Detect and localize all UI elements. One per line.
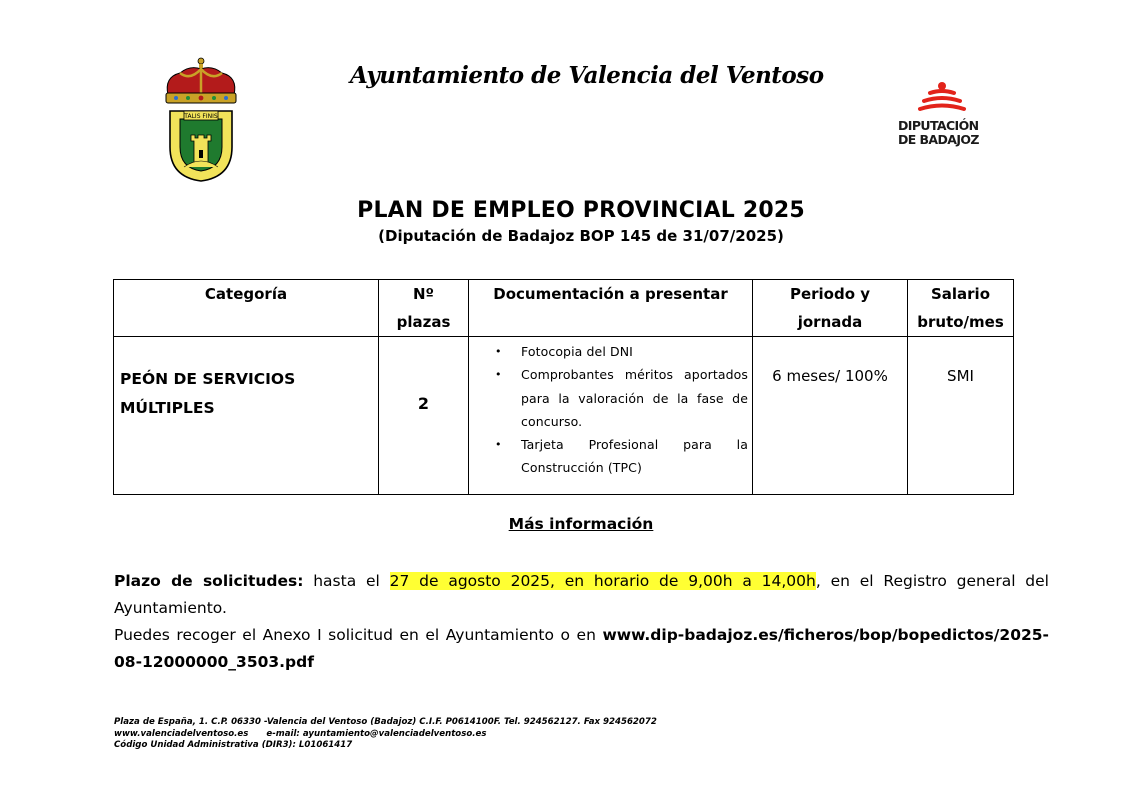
plan-subtitle: (Diputación de Badajoz BOP 145 de 31/07/2025) — [378, 227, 784, 245]
list-item: • Comprobantes méritos aportados para la valoración de la fase de concurso. — [521, 363, 748, 433]
anexo-paragraph — [114, 622, 1049, 676]
svg-text:TALIS FINIS: TALIS FINIS — [184, 113, 218, 120]
header-plazas-line1: Nº — [412, 285, 434, 303]
info-paragraph — [114, 568, 1049, 676]
anexo-text: Puedes recoger el Anexo I solicitud en el Ayuntamiento o en — [114, 626, 603, 644]
table-row — [114, 337, 1014, 495]
footer-address: Plaza de España, 1. C.P. 06330 -Valencia del Ventoso (Badajoz) C.I.F. P0614100F. Tel. 924562127. Fax 924562072 — [114, 717, 657, 727]
job-offer-table — [113, 279, 1014, 495]
header-periodo-line1: Periodo y — [789, 285, 871, 303]
header-periodo-line2: jornada — [797, 313, 863, 331]
plazo-post: , en el Registro general del Ayuntamiento. — [114, 572, 1049, 617]
footer-web-link[interactable]: www.valenciadelventoso.es — [114, 728, 249, 739]
cell-periodo: 6 meses/ 100% — [753, 337, 908, 495]
header-plazas-line2: plazas — [396, 313, 451, 331]
diputacion-line2: DE BADAJOZ — [898, 132, 979, 147]
cell-salario: SMI — [908, 337, 1014, 495]
header-categoria-text: Categoría — [204, 285, 288, 303]
table-header-row — [114, 280, 1014, 337]
cell-categoria — [114, 337, 379, 495]
plazo-highlight: 27 de agosto 2025, en horario de 9,00h a 14,00h — [389, 572, 816, 590]
list-item: • Tarjeta Profesional para la Construcción (TPC) — [521, 433, 748, 480]
header-salario — [908, 280, 1014, 337]
plan-title: PLAN DE EMPLEO PROVINCIAL 2025 — [357, 198, 805, 223]
cell-plazas: 2 — [379, 337, 469, 495]
header-documentacion-text: Documentación a presentar — [493, 285, 728, 303]
list-item: • Fotocopia del DNI — [521, 340, 748, 363]
town-coat-of-arms-icon — [160, 55, 242, 183]
plazo-pre: hasta el — [303, 572, 390, 590]
header-salario-line1: Salario — [930, 285, 991, 303]
footer — [114, 717, 814, 752]
footer-dir3: Código Unidad Administrativa (DIR3): L01061417 — [114, 740, 353, 750]
plazo-paragraph — [114, 568, 1049, 622]
categoria-line1: PEÓN DE SERVICIOS — [120, 370, 296, 388]
header-categoria — [114, 280, 379, 337]
more-info-heading: Más información — [508, 515, 654, 533]
header-periodo — [753, 280, 908, 337]
documentacion-list — [479, 340, 748, 480]
diputacion-logo-text — [898, 119, 988, 147]
header-plazas — [379, 280, 469, 337]
footer-email[interactable]: e-mail: ayuntamiento@valenciadelventoso.es — [266, 728, 487, 739]
categoria-line2: MÚLTIPLES — [120, 399, 215, 417]
footer-contact — [114, 729, 814, 741]
diputacion-line1: DIPUTACIÓN — [898, 118, 979, 133]
anexo-url-link[interactable]: www.dip-badajoz.es/ficheros/bop/bopedictos/2025-08-12000000_3503.pdf — [114, 626, 1049, 671]
header-documentacion — [469, 280, 753, 337]
header-salario-line2: bruto/mes — [917, 313, 1004, 331]
plazo-label: Plazo de solicitudes: — [114, 572, 304, 590]
cell-documentacion — [469, 337, 753, 495]
town-title: Ayuntamiento de Valencia del Ventoso — [350, 62, 824, 89]
